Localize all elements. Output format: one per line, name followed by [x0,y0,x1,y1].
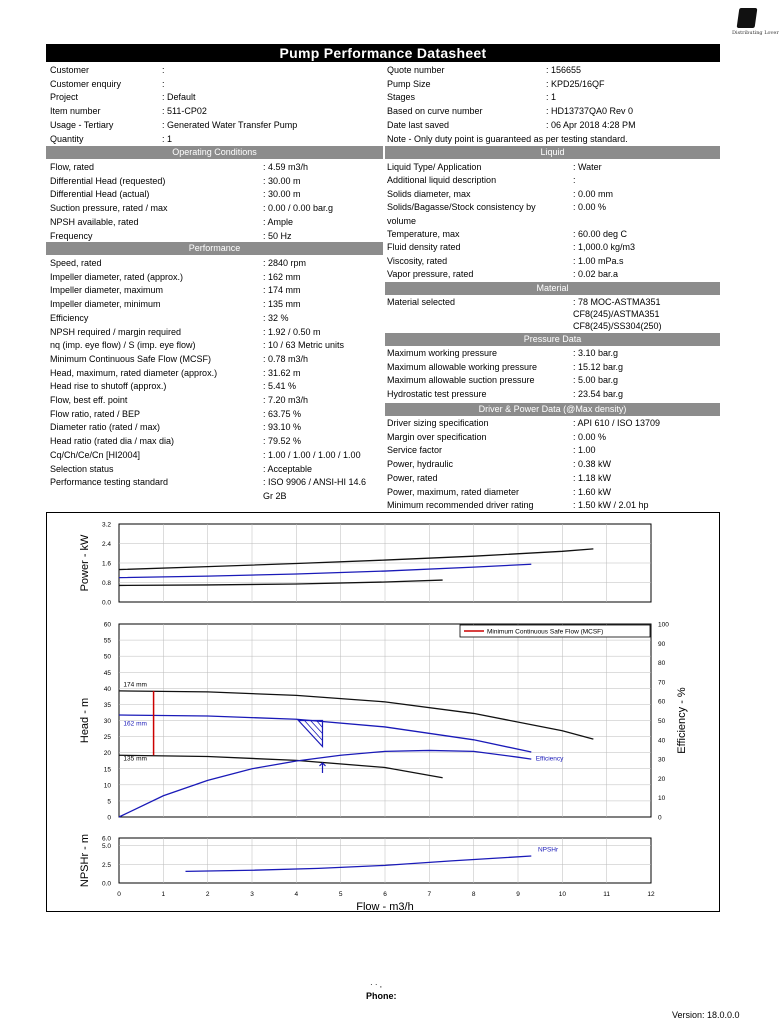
driver-value: : 0.38 kW [573,459,612,470]
operating-condition-row [50,230,380,242]
performance-row [50,490,380,502]
annotation-162mm: 162 mm [123,720,147,728]
driver-value: : 1.50 kW / 2.01 hp [573,500,649,511]
pressure-data-header: Pressure Data [385,333,720,346]
performance-value: : 93.10 % [263,422,302,433]
driver-label: Power, rated [387,472,438,483]
power-tick-label: 3.2 [101,521,111,529]
flow-tick-label: 3 [250,891,254,898]
power-tick-label: 2.4 [101,541,111,548]
liquid-value: : 1,000.0 kg/m3 [573,242,636,253]
performance-row [50,476,380,488]
pressure-row [387,374,717,386]
driver-row [387,458,717,470]
driver-label: Power, hydraulic [387,459,454,470]
liquid-value: : 1.00 mPa.s [573,255,624,266]
operating-condition-row [50,161,380,173]
operating-condition-row [50,202,380,214]
head-tick-label: 15 [103,766,111,774]
efficiency-tick-label: 0 [658,814,662,822]
performance-row [50,312,380,324]
operating-condition-label: Differential Head (actual) [50,189,150,200]
performance-value: : 63.75 % [263,408,302,419]
performance-value: : Acceptable [263,463,313,474]
duty-point-triangle [298,721,322,747]
npsh-tick-label: 2.5 [101,861,111,869]
quote-info-label: Pump Size [387,78,431,89]
head-tick-label: 60 [103,621,111,629]
performance-value: : 1.92 / 0.50 m [263,326,321,337]
power-tick-label: 0.8 [101,580,111,587]
performance-row [50,257,380,269]
operating-condition-value: : 0.00 / 0.00 bar.g [263,203,334,214]
driver-row [387,431,717,443]
driver-row [387,486,717,498]
head-axis-title: Head - m [79,697,91,744]
operating-condition-row [50,216,380,228]
material-value: CF8(245)/SS304(250) [573,321,662,331]
performance-value: : 174 mm [263,285,301,296]
efficiency-tick-label: 100 [658,621,669,629]
logo-mark [737,8,758,28]
performance-row [50,298,380,310]
pressure-value: : 23.54 bar.g [573,388,624,399]
quote-info-row [387,119,717,131]
efficiency-tick-label: 30 [658,756,666,764]
head-tick-label: 20 [103,750,111,758]
performance-value: : 79.52 % [263,436,302,447]
footer-version: Version: 18.0.0.0 [672,1010,740,1020]
customer-info-value: : Default [162,92,196,103]
performance-value: : 0.78 m3/h [263,353,309,364]
performance-label: Flow, best eff. point [50,395,128,405]
pressure-row [387,347,717,359]
quote-info-label: Based on curve number [387,106,483,117]
performance-curves-svg [47,513,719,911]
flow-tick-label: 0 [117,891,121,898]
logo-tagline: Distributing Lover [732,30,779,36]
customer-info-value: : Generated Water Transfer Pump [162,119,298,130]
liquid-label: Vapor pressure, rated [387,269,474,280]
head-curve-3 [119,755,443,778]
head-tick-label: 5 [107,798,111,806]
liquid-row [387,228,717,240]
liquid-row [387,241,717,253]
pressure-label: Maximum allowable working pressure [387,361,538,372]
customer-info-label: Project [50,92,79,103]
liquid-label: Solids/Bagasse/Stock consistency by [387,202,536,213]
liquid-row [387,201,717,213]
operating-condition-label: Suction pressure, rated / max [50,203,168,214]
performance-row [50,326,380,338]
customer-info-row [50,64,380,76]
liquid-value: : 0.00 % [573,202,607,213]
driver-row [387,417,717,429]
company-logo [732,8,779,38]
chart-panel-3 [119,838,651,883]
driver-label: Power, maximum, rated diameter [387,486,520,497]
performance-value: : 7.20 m3/h [263,395,309,405]
footer-dots: · · , [370,980,382,989]
liquid-value: : 0.02 bar.a [573,269,619,280]
performance-row [50,271,380,283]
flow-axis-title: Flow - m3/h [356,901,414,913]
efficiency-axis-title: Efficiency - % [676,687,688,754]
material-row [387,308,717,320]
driver-label: Driver sizing specification [387,418,489,428]
customer-info-label: Customer [50,65,90,75]
operating-condition-label: NPSH available, rated [50,216,139,227]
operating-condition-label: Frequency [50,230,93,241]
driver-row [387,444,717,456]
annotation-174mm: 174 mm [123,681,147,689]
material-row [387,320,717,332]
npsh-tick-label: 5.0 [101,843,111,850]
performance-value: : 2840 rpm [263,258,307,268]
liquid-value: : 60.00 deg C [573,229,628,239]
efficiency-tick-label: 80 [658,660,666,668]
head-tick-label: 25 [103,734,111,742]
flow-tick-label: 11 [603,891,611,898]
head-tick-label: 55 [103,637,111,645]
head-tick-label: 40 [103,685,111,693]
liquid-label: Fluid density rated [387,242,461,253]
customer-info-value: : 511-CP02 [162,106,207,117]
liquid-label: Temperature, max [387,229,460,239]
customer-info-value: : 1 [162,133,173,144]
operating-condition-value: : 4.59 m3/h [263,162,309,172]
performance-row [50,367,380,379]
quote-info-row [387,105,717,117]
performance-row [50,353,380,365]
liquid-value: : 0.00 mm [573,188,614,199]
efficiency-tick-label: 60 [658,698,666,706]
performance-value: : 10 / 63 Metric units [263,340,345,351]
material-value: : 78 MOC-ASTMA351 [573,297,661,307]
performance-label: Efficiency [50,312,89,323]
liquid-value: : [573,175,576,186]
material-row [387,296,717,308]
driver-label: Margin over specification [387,431,487,442]
customer-info-row [50,119,380,131]
quote-info-label: Date last saved [387,119,450,130]
quote-info-value: : 06 Apr 2018 4:28 PM [546,119,636,130]
flow-tick-label: 4 [294,891,299,898]
liquid-row [387,188,717,200]
npsh-tick-label: 0.0 [101,880,111,888]
npsh-axis-title: NPSHr - m [79,833,91,888]
operating-condition-label: Flow, rated [50,162,95,172]
performance-value: : 1.00 / 1.00 / 1.00 / 1.00 [263,449,361,460]
pressure-row [387,361,717,373]
performance-label: Flow ratio, rated / BEP [50,408,141,419]
power-tick-label: 0.0 [101,599,111,607]
driver-row [387,499,717,511]
customer-info-label: Customer enquiry [50,78,122,89]
quote-info-value: : 156655 [546,65,582,75]
annotation-npshr: NPSHr [537,846,559,854]
flow-tick-label: 1 [161,891,166,898]
flow-tick-label: 2 [205,891,210,898]
npshr-curve [186,856,532,871]
annotation-135mm: 135 mm [123,755,147,763]
performance-label: Minimum Continuous Safe Flow (MCSF) [50,353,212,364]
quote-info-value: : 1 [546,92,557,103]
performance-label: Selection status [50,463,114,474]
liquid-label: Solids diameter, max [387,188,471,199]
driver-value: : 1.60 kW [573,486,612,497]
performance-label: nq (imp. eye flow) / S (imp. eye flow) [50,340,196,351]
performance-value: : 5.41 % [263,381,297,392]
footer-phone-label: Phone: [366,991,397,1001]
operating-condition-label: Differential Head (requested) [50,175,166,186]
liquid-label: Liquid Type/ Application [387,162,482,172]
customer-info-label: Usage - Tertiary [50,119,114,130]
efficiency-tick-label: 20 [658,775,666,783]
head-tick-label: 30 [103,718,111,725]
driver-label: Service factor [387,445,443,456]
quote-info-row [387,91,717,103]
customer-info-value: : [162,78,165,89]
quote-info-value: : HD13737QA0 Rev 0 [546,106,634,117]
operating-condition-row [50,188,380,200]
customer-info-row [50,91,380,103]
performance-label: Impeller diameter, maximum [50,285,164,296]
operating-condition-row [50,175,380,187]
performance-label: Speed, rated [50,258,102,268]
performance-label: NPSH required / margin required [50,326,182,337]
driver-value: : 1.00 [573,445,596,456]
performance-row [50,380,380,392]
customer-info-label: Item number [50,106,101,117]
performance-row [50,284,380,296]
efficiency-tick-label: 90 [658,640,666,648]
material-value: CF8(245)/ASTMA351 [573,309,660,319]
operating-condition-value: : 50 Hz [263,230,292,241]
performance-value: : 32 % [263,312,289,323]
efficiency-tick-label: 50 [658,718,666,725]
driver-label: Minimum recommended driver rating [387,500,534,511]
performance-label: Head ratio (rated dia / max dia) [50,436,175,447]
performance-row [50,421,380,433]
quote-info-label: Stages [387,92,416,103]
material-header: Material [385,282,720,295]
liquid-value: : Water [573,162,602,172]
efficiency-tick-label: 40 [658,737,666,745]
liquid-label: Additional liquid description [387,175,497,186]
quote-info-label: Note - Only duty point is guaranteed as per testing standard. [387,133,628,144]
performance-row [50,449,380,461]
performance-row [50,408,380,420]
npsh-tick-label: 6.0 [101,835,111,843]
operating-condition-value: : 30.00 m [263,189,301,200]
performance-value: Gr 2B [263,490,287,501]
performance-value: : ISO 9906 / ANSI-HI 14.6 [263,477,367,488]
pressure-row [387,388,717,400]
head-curve-1 [119,691,593,739]
quote-info-value: : KPD25/16QF [546,78,605,89]
performance-value: : 135 mm [263,299,301,310]
pressure-label: Maximum allowable suction pressure [387,375,535,385]
efficiency-tick-label: 70 [658,679,666,687]
quote-info-row [387,64,717,76]
annotation-efficiency: Efficiency [535,755,564,763]
operating-condition-value: : Ample [263,216,294,227]
power-curve-1 [119,549,593,570]
performance-label: Impeller diameter, rated (approx.) [50,271,184,282]
performance-label: Diameter ratio (rated / max) [50,422,161,433]
driver-value: : 0.00 % [573,431,607,442]
operating-conditions-header: Operating Conditions [46,146,383,159]
customer-info-row [50,78,380,90]
efficiency-tick-label: 10 [658,795,666,803]
head-tick-label: 50 [103,653,111,661]
head-tick-label: 35 [103,701,111,709]
performance-value: : 31.62 m [263,367,301,378]
power-axis-title: Power - kW [79,534,91,592]
performance-header: Performance [46,242,383,255]
head-tick-label: 0 [107,814,111,822]
page-title: Pump Performance Datasheet [46,44,720,62]
flow-tick-label: 9 [516,891,520,898]
driver-value: : 1.18 kW [573,472,612,483]
flow-tick-label: 7 [427,891,432,898]
pressure-value: : 5.00 bar.g [573,375,619,385]
quote-info-label: Quote number [387,65,445,75]
head-tick-label: 10 [103,782,111,790]
pressure-label: Hydrostatic test pressure [387,388,487,399]
liquid-row [387,255,717,267]
performance-label: Impeller diameter, minimum [50,299,161,310]
liquid-row [387,174,717,186]
driver-value: : API 610 / ISO 13709 [573,418,661,428]
pressure-label: Maximum working pressure [387,348,498,358]
liquid-label: Viscosity, rated [387,255,448,266]
performance-row [50,435,380,447]
flow-tick-label: 12 [647,891,655,898]
liquid-label: volume [387,215,417,226]
flow-tick-label: 5 [338,891,343,898]
driver-power-header: Driver & Power Data (@Max density) [385,403,720,416]
quote-info-row [387,133,717,145]
liquid-row [387,215,717,227]
legend-mcsf-label: Minimum Continuous Safe Flow (MCSF) [487,628,604,636]
pressure-value: : 3.10 bar.g [573,348,619,358]
performance-label: Head, maximum, rated diameter (approx.) [50,367,218,378]
flow-tick-label: 8 [471,891,476,898]
performance-label: Performance testing standard [50,477,169,488]
material-label: Material selected [387,297,456,307]
efficiency-curve [119,750,531,817]
operating-condition-value: : 30.00 m [263,175,301,186]
performance-curves-frame [46,512,720,912]
duty-point-hatch [310,721,322,734]
flow-tick-label: 10 [558,891,566,898]
performance-row [50,394,380,406]
performance-value: : 162 mm [263,271,301,282]
performance-row [50,463,380,475]
customer-info-value: : [162,65,165,75]
liquid-row [387,161,717,173]
customer-info-row [50,105,380,117]
performance-row [50,339,380,351]
customer-info-label: Quantity [50,133,84,144]
head-tick-label: 45 [103,669,111,677]
power-tick-label: 1.6 [101,560,111,568]
quote-info-row [387,78,717,90]
liquid-header: Liquid [385,146,720,159]
flow-tick-label: 6 [383,891,387,898]
performance-label: Cq/Ch/Ce/Cn [HI2004] [50,449,141,460]
power-curve-2 [119,564,531,577]
customer-info-row [50,133,380,145]
liquid-row [387,268,717,280]
driver-row [387,472,717,484]
pressure-value: : 15.12 bar.g [573,361,624,372]
performance-label: Head rise to shutoff (approx.) [50,381,167,392]
